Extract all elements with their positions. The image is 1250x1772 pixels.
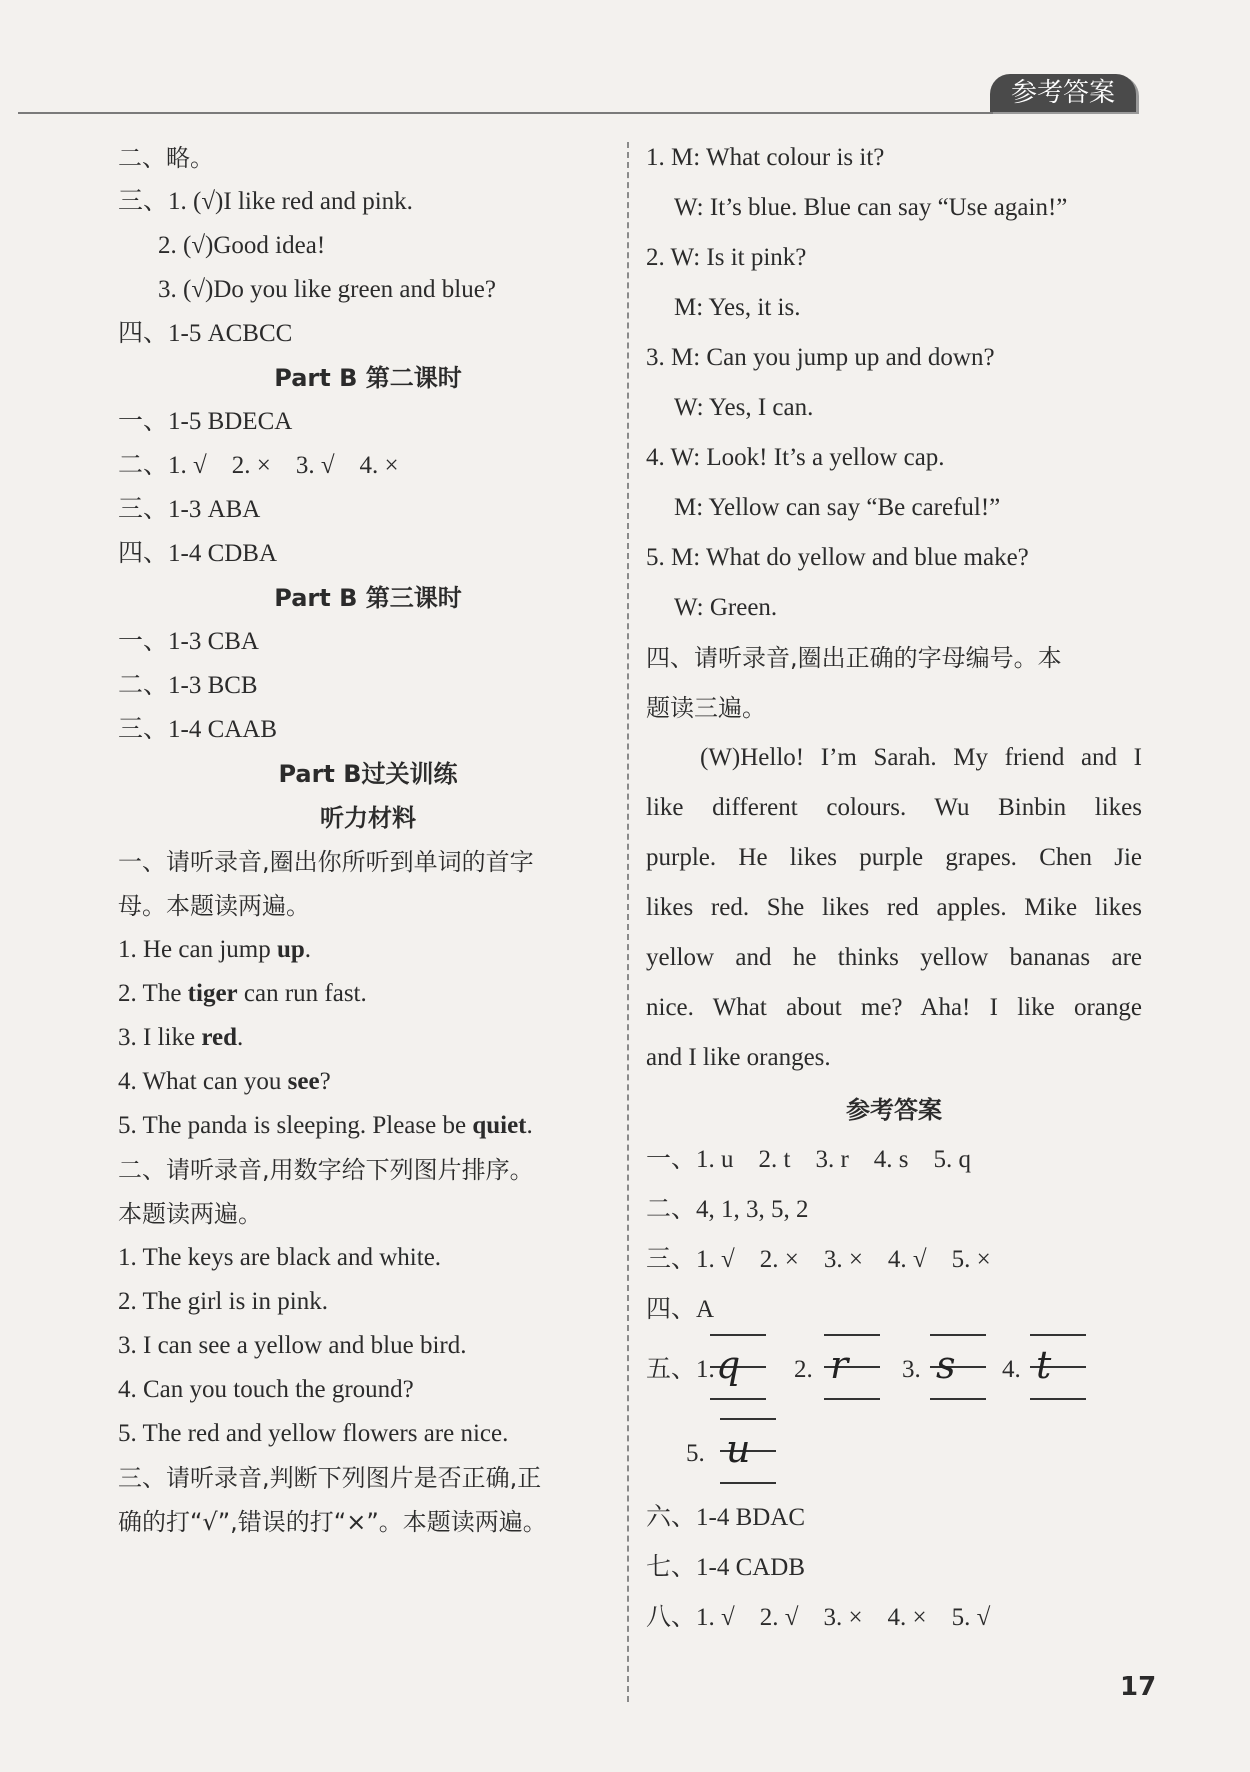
dialogue-line: 5. M: What do yellow and blue make?	[646, 544, 1029, 571]
section-heading: 听力材料	[320, 804, 416, 832]
dialogue-line: 4. W: Look! It’s a yellow cap.	[646, 444, 945, 471]
answer-line: 八、1. √ 2. √ 3. × 4. × 5. √	[646, 1604, 991, 1631]
answer-number: 3.	[902, 1356, 921, 1383]
instruction-line: 母。本题读两遍。	[118, 892, 310, 920]
passage-line: likes red. She likes red apples. Mike likes	[646, 894, 1142, 921]
answer-prefix: 五、1.	[646, 1356, 715, 1383]
handwritten-letter: s	[936, 1343, 956, 1387]
passage-line: like different colours. Wu Binbin likes	[646, 794, 1142, 821]
answer-line: 一、1-5 BDECA	[118, 408, 293, 435]
header-rule	[18, 112, 1138, 114]
dialogue-line: 3. M: Can you jump up and down?	[646, 344, 995, 371]
answer-line: 2. (√)Good idea!	[158, 232, 326, 259]
answer-line: 四、1-4 CDBA	[118, 540, 278, 567]
answer-line: 三、1-3 ABA	[118, 496, 261, 523]
handwritten-letter: r	[830, 1343, 849, 1387]
section-heading: Part B 第二课时	[274, 364, 462, 392]
answer-line: 四、A	[646, 1296, 715, 1323]
answer-line: 三、1-4 CAAB	[118, 716, 278, 743]
section-heading: 参考答案	[846, 1096, 942, 1124]
script-line: 2. The girl is in pink.	[118, 1288, 328, 1315]
script-line: 5. The panda is sleeping. Please be quiet.	[118, 1112, 533, 1139]
dialogue-line: W: Green.	[674, 594, 778, 621]
answer-line: 二、略。	[118, 144, 214, 172]
script-line: 4. Can you touch the ground?	[118, 1376, 414, 1403]
dialogue-line: 1. M: What colour is it?	[646, 144, 885, 171]
instruction-line: 本题读两遍。	[118, 1200, 262, 1228]
dialogue-line: 2. W: Is it pink?	[646, 244, 807, 271]
dialogue-line: W: It’s blue. Blue can say “Use again!”	[674, 194, 1068, 221]
answer-line: 二、1-3 BCB	[118, 672, 258, 699]
answer-line: 三、1. (√)I like red and pink.	[118, 188, 413, 215]
section-tab: 参考答案	[990, 74, 1136, 112]
handwritten-letter: t	[1036, 1343, 1052, 1387]
script-line: 3. I like red.	[118, 1024, 244, 1051]
instruction-line: 三、请听录音,判断下列图片是否正确,正	[118, 1464, 542, 1492]
passage-line: yellow and he thinks yellow bananas are	[646, 944, 1142, 971]
answer-line: 七、1-4 CADB	[646, 1554, 806, 1581]
answer-line: 一、1. u 2. t 3. r 4. s 5. q	[646, 1146, 972, 1173]
answer-number: 5.	[686, 1440, 705, 1467]
instruction-line: 二、请听录音,用数字给下列图片排序。	[118, 1156, 534, 1184]
answer-line: 3. (√)Do you like green and blue?	[158, 276, 496, 303]
page-number: 17	[1120, 1672, 1157, 1702]
answer-line: 二、4, 1, 3, 5, 2	[646, 1196, 809, 1223]
dialogue-line: M: Yellow can say “Be careful!”	[674, 494, 1001, 521]
script-line: 3. I can see a yellow and blue bird.	[118, 1332, 467, 1359]
instruction-line: 四、请听录音,圈出正确的字母编号。本	[646, 644, 1062, 672]
passage-line: purple. He likes purple grapes. Chen Jie	[646, 844, 1142, 871]
script-line: 4. What can you see?	[118, 1068, 331, 1095]
column-divider	[627, 142, 629, 1702]
answer-number: 4.	[1002, 1356, 1021, 1383]
instruction-line: 题读三遍。	[646, 694, 766, 722]
passage-line: and I like oranges.	[646, 1044, 831, 1071]
instruction-line: 一、请听录音,圈出你所听到单词的首字	[118, 848, 534, 876]
answer-line: 四、1-5 ACBCC	[118, 320, 293, 347]
answer-line: 六、1-4 BDAC	[646, 1504, 806, 1531]
passage-line: (W)Hello! I’m Sarah. My friend and I	[700, 744, 1142, 771]
dialogue-line: W: Yes, I can.	[674, 394, 814, 421]
handwritten-letter: q	[716, 1343, 741, 1387]
script-line: 2. The tiger can run fast.	[118, 980, 367, 1007]
answer-line: 三、1. √ 2. × 3. × 4. √ 5. ×	[646, 1246, 991, 1273]
section-heading: Part B过关训练	[278, 760, 458, 788]
script-line: 1. The keys are black and white.	[118, 1244, 442, 1271]
section-heading: Part B 第三课时	[274, 584, 462, 612]
answer-line: 一、1-3 CBA	[118, 628, 259, 655]
script-line: 5. The red and yellow flowers are nice.	[118, 1420, 509, 1447]
handwritten-letter: u	[726, 1427, 751, 1471]
script-line: 1. He can jump up.	[118, 936, 312, 963]
passage-line: nice. What about me? Aha! I like orange	[646, 994, 1142, 1021]
dialogue-line: M: Yes, it is.	[674, 294, 801, 321]
answer-line: 二、1. √ 2. × 3. √ 4. ×	[118, 452, 399, 479]
answer-number: 2.	[794, 1356, 813, 1383]
instruction-line: 确的打“√”,错误的打“×”。本题读两遍。	[118, 1508, 547, 1536]
